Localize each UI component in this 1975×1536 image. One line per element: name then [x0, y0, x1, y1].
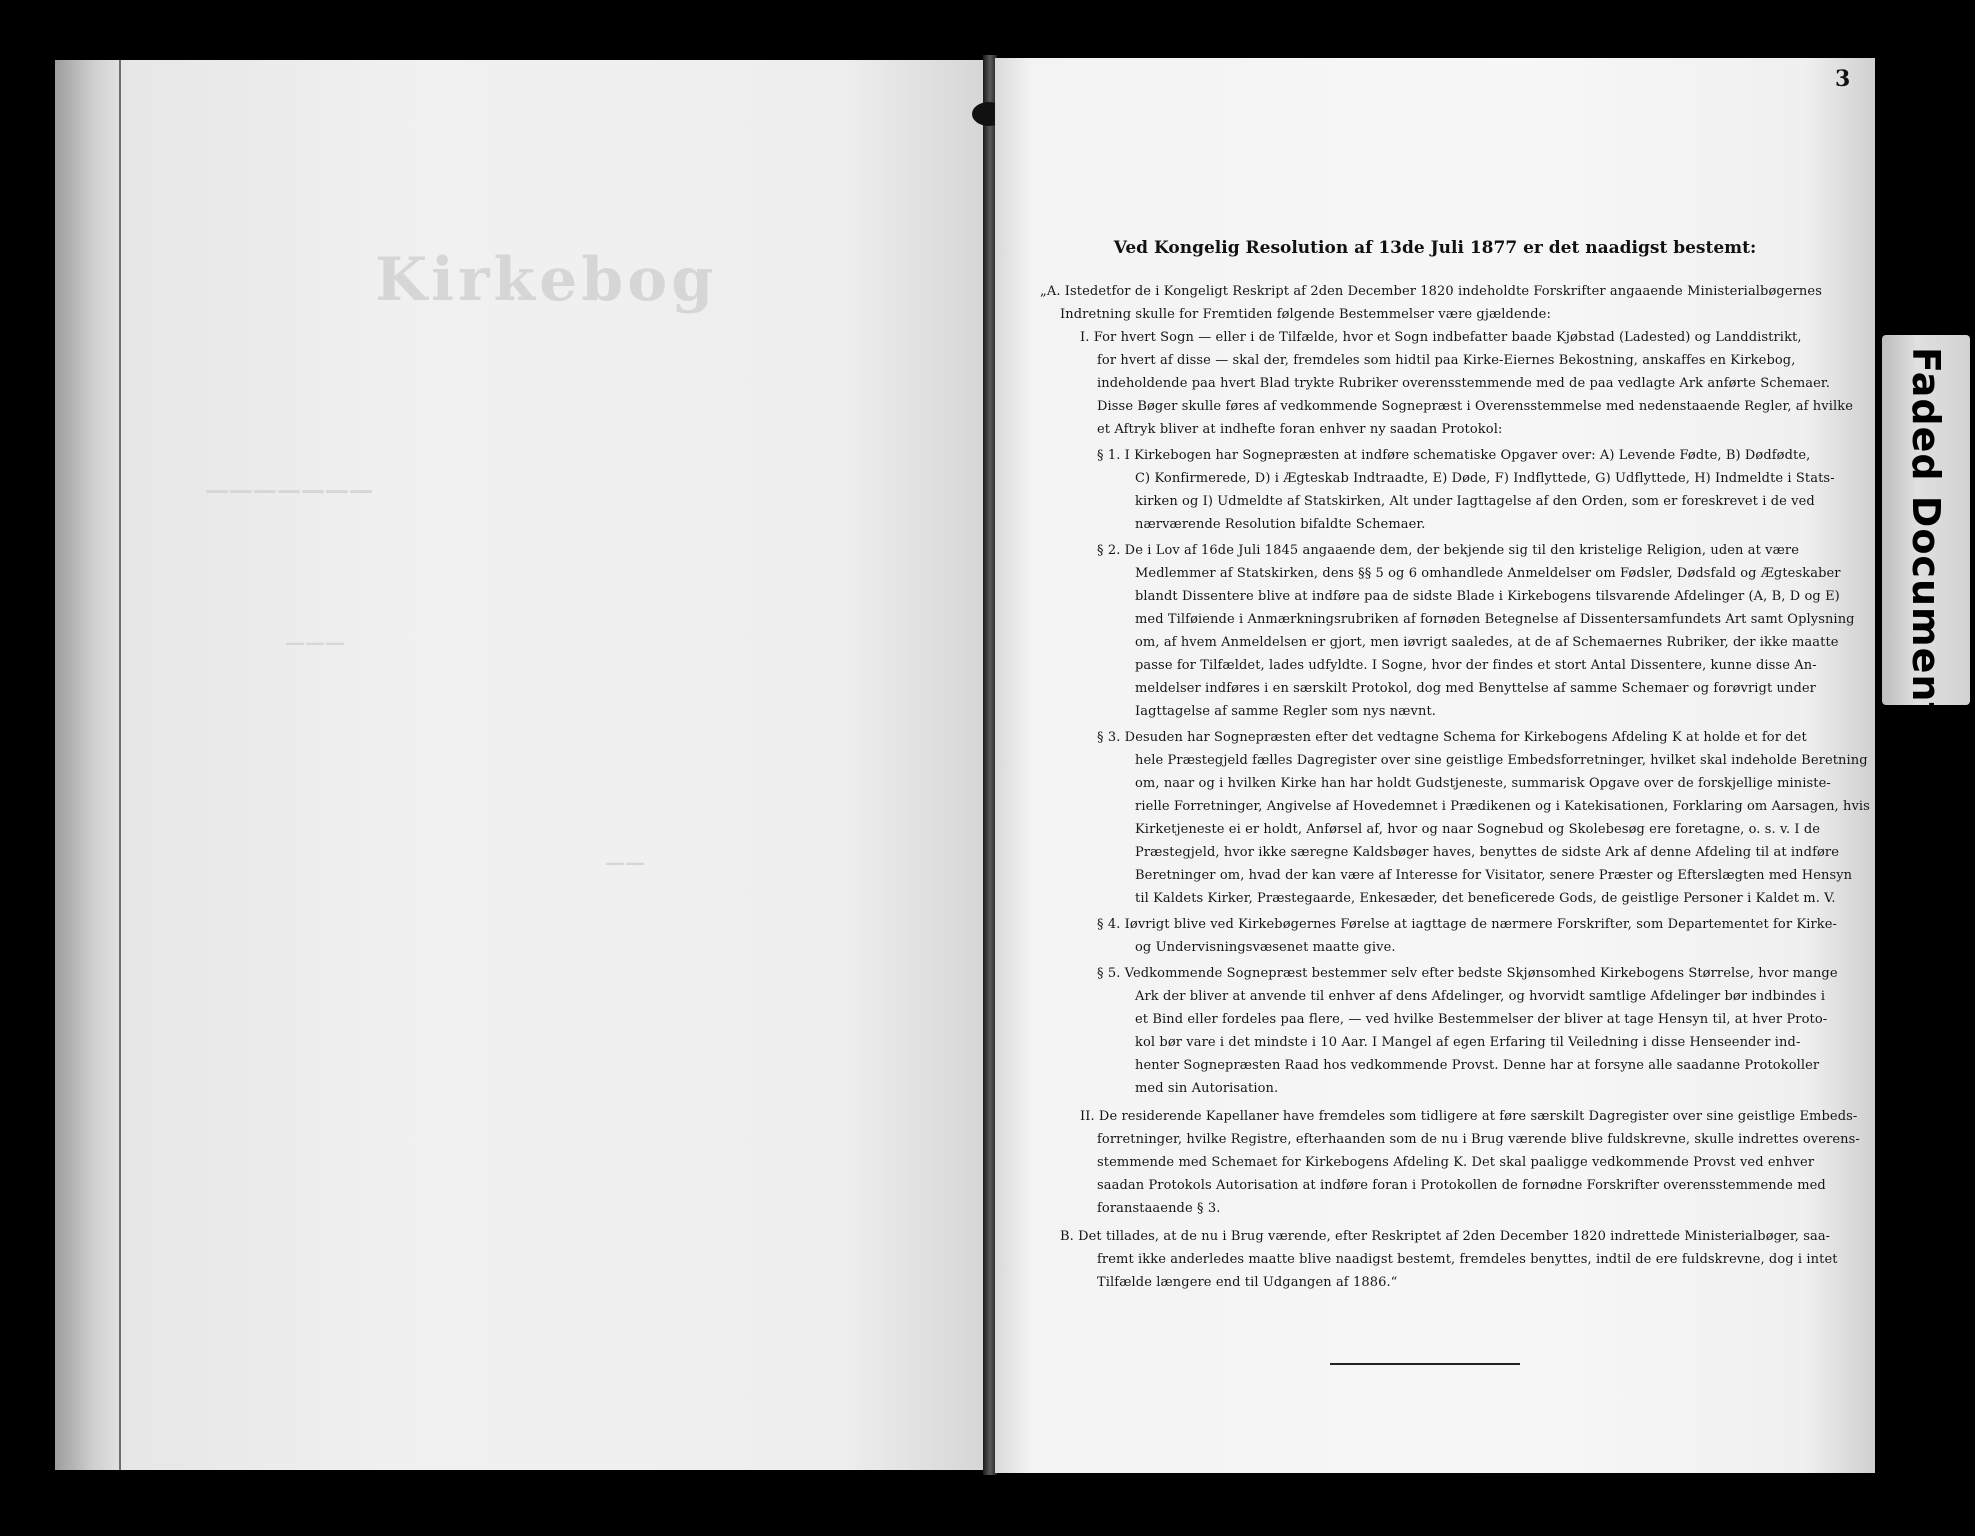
text-line: saadan Protokols Autorisation at indføre foran i Protokollen de fornødne Forskrifter overensstemmende med	[1097, 1178, 1826, 1193]
text-line: Ark der bliver at anvende til enhver af dens Afdelinger, og hvorvidt samtlige Afdelinger bør indbindes i	[1135, 989, 1826, 1004]
page-number: 3	[1835, 66, 1851, 92]
bleed-through-text: ———	[285, 630, 345, 654]
left-page-edge	[55, 60, 119, 1470]
text-line: foranstaaende § 3.	[1097, 1201, 1221, 1216]
text-line: hele Præstegjeld fælles Dagregister over sine geistlige Embedsforretninger, hvilket skal indeholde Beretning	[1135, 753, 1868, 768]
text-line: et Bind eller fordeles paa flere, — ved hvilke Bestemmelser der bliver at tage Hensyn til, at hver Proto-	[1135, 1012, 1828, 1027]
text-line: Beretninger om, hvad der kan være af Interesse for Visitator, senere Præster og Efterslægten med Hensyn	[1135, 868, 1853, 883]
text-line: Iagttagelse af samme Regler som nys nævnt.	[1135, 704, 1437, 719]
text-line: stemmende med Schemaet for Kirkebogens Afdeling K. Det skal paaligge vedkommende Provst ved enhver	[1097, 1155, 1815, 1170]
left-page	[55, 60, 983, 1470]
text-line: kol bør vare i det mindste i 10 Aar. I Mangel af egen Erfaring til Veiledning i disse Henseender ind-	[1135, 1035, 1801, 1050]
text-line: Disse Bøger skulle føres af vedkommende Sognepræst i Overensstemmelse med nedenstaaende Regler, af hvilke	[1097, 399, 1853, 414]
text-line: Kirketjeneste ei er holdt, Anførsel af, hvor og naar Sognebud og Skolebesøg ere foretagne, o. s. v. I de	[1135, 822, 1821, 837]
bleed-through-text: ———————	[205, 475, 373, 504]
text-line: II. De residerende Kapellaner have fremdeles som tidligere at føre særskilt Dagregister over sine geistlige Embeds-	[1080, 1109, 1858, 1124]
closing-rule	[1330, 1363, 1520, 1365]
text-line: for hvert af disse — skal der, fremdeles som hidtil paa Kirke-Eiernes Bekostning, anskaffes en Kirkebog,	[1097, 353, 1796, 368]
text-line: § 5. Vedkommende Sognepræst bestemmer selv efter bedste Skjønsomhed Kirkebogens Størrelse, hvor mange	[1097, 966, 1838, 981]
resolution-heading: Ved Kongelig Resolution af 13de Juli 1877 er det naadigst bestemt:	[1113, 238, 1757, 258]
text-line: nærværende Resolution bifaldte Schemaer.	[1135, 517, 1426, 532]
text-line: med sin Autorisation.	[1135, 1081, 1279, 1096]
text-line: rielle Forretninger, Angivelse af Hovedemnet i Prædikenen og i Katekisationen, Forklaring om Aarsagen, hvis	[1135, 799, 1870, 814]
right-page	[995, 58, 1875, 1473]
bleed-through-title: Kirkebog	[375, 245, 718, 315]
text-line: indeholdende paa hvert Blad trykte Rubriker overensstemmende med de paa vedlagte Ark anførte Schemaer.	[1097, 376, 1831, 391]
text-line: C) Konfirmerede, D) i Ægteskab Indtraadte, E) Døde, F) Indflyttede, G) Udflyttede, H) Indmeldte i Stats-	[1135, 471, 1835, 486]
text-line: „A. Istedetfor de i Kongeligt Reskript af 2den December 1820 indeholdte Forskrifter angaaende Ministerialbøgernes	[1040, 284, 1822, 299]
side-tab-label: Faded Document	[1904, 347, 1948, 722]
text-line: Medlemmer af Statskirken, dens §§ 5 og 6 omhandlede Anmeldelser om Fødsler, Dødsfald og Ægteskaber	[1135, 566, 1841, 581]
text-line: § 2. De i Lov af 16de Juli 1845 angaaende dem, der bekjende sig til den kristelige Religion, uden at være	[1097, 543, 1800, 558]
text-line: om, af hvem Anmeldelsen er gjort, men iøvrigt saaledes, at de af Schemaernes Rubriker, der ikke maatte	[1135, 635, 1839, 650]
text-line: fremt ikke anderledes maatte blive naadigst bestemt, fremdeles benyttes, indtil de ere fuldskrevne, dog i intet	[1097, 1252, 1838, 1267]
text-line: meldelser indføres i en særskilt Protokol, dog med Benyttelse af samme Schemaer og forøvrigt under	[1135, 681, 1816, 696]
text-line: Tilfælde længere end til Udgangen af 1886.“	[1097, 1275, 1398, 1290]
bleed-through-text: ——	[605, 850, 645, 874]
text-line: et Aftryk bliver at indhefte foran enhver ny saadan Protokol:	[1097, 422, 1503, 437]
text-line: henter Sognepræsten Raad hos vedkommende Provst. Denne har at forsyne alle saadanne Protokoller	[1135, 1058, 1820, 1073]
text-line: passe for Tilfældet, lades udfyldte. I Sogne, hvor der findes et stort Antal Dissentere, kunne disse An-	[1135, 658, 1817, 673]
text-line: blandt Dissentere blive at indføre paa de sidste Blade i Kirkebogens tilsvarende Afdelinger (A, B, D og E)	[1135, 589, 1840, 604]
text-line: Præstegjeld, hvor ikke særegne Kaldsbøger haves, benyttes de sidste Ark af denne Afdeling til at indføre	[1135, 845, 1840, 860]
text-line: med Tilføiende i Anmærkningsrubriken af fornøden Betegnelse af Dissentersamfundets Art samt Oplysning	[1135, 612, 1855, 627]
text-line: I. For hvert Sogn — eller i de Tilfælde, hvor et Sogn indbefatter baade Kjøbstad (Ladested) og Landdistrikt,	[1080, 330, 1802, 345]
left-page-edge-line	[119, 60, 121, 1470]
text-line: og Undervisningsvæsenet maatte give.	[1135, 940, 1396, 955]
text-line: om, naar og i hvilken Kirke han har holdt Gudstjeneste, summarisk Opgave over de forskjellige ministe-	[1135, 776, 1831, 791]
text-line: forretninger, hvilke Registre, efterhaanden som de nu i Brug værende blive fuldskrevne, skulle indrettes overens-	[1097, 1132, 1860, 1147]
text-line: kirken og I) Udmeldte af Statskirken, Alt under Iagttagelse af den Orden, som er foreskrevet i de ved	[1135, 494, 1815, 509]
text-line: § 3. Desuden har Sognepræsten efter det vedtagne Schema for Kirkebogens Afdeling K at holde et for det	[1097, 730, 1807, 745]
text-line: § 1. I Kirkebogen har Sognepræsten at indføre schematiske Opgaver over: A) Levende Fødte, B) Dødfødte,	[1097, 448, 1811, 463]
text-line: Indretning skulle for Fremtiden følgende Bestemmelser være gjældende:	[1060, 307, 1551, 322]
faded-document-tab	[1882, 335, 1970, 722]
text-line: til Kaldets Kirker, Præstegaarde, Enkesæder, det beneficerede Gods, de geistlige Personer i Kaldet m. V.	[1135, 891, 1836, 906]
text-line: § 4. Iøvrigt blive ved Kirkebøgernes Førelse at iagttage de nærmere Forskrifter, som Departementet for Kirke-	[1097, 917, 1838, 932]
text-line: B. Det tillades, at de nu i Brug værende, efter Reskriptet af 2den December 1820 indrettede Ministerialbøger, saa-	[1060, 1229, 1831, 1244]
